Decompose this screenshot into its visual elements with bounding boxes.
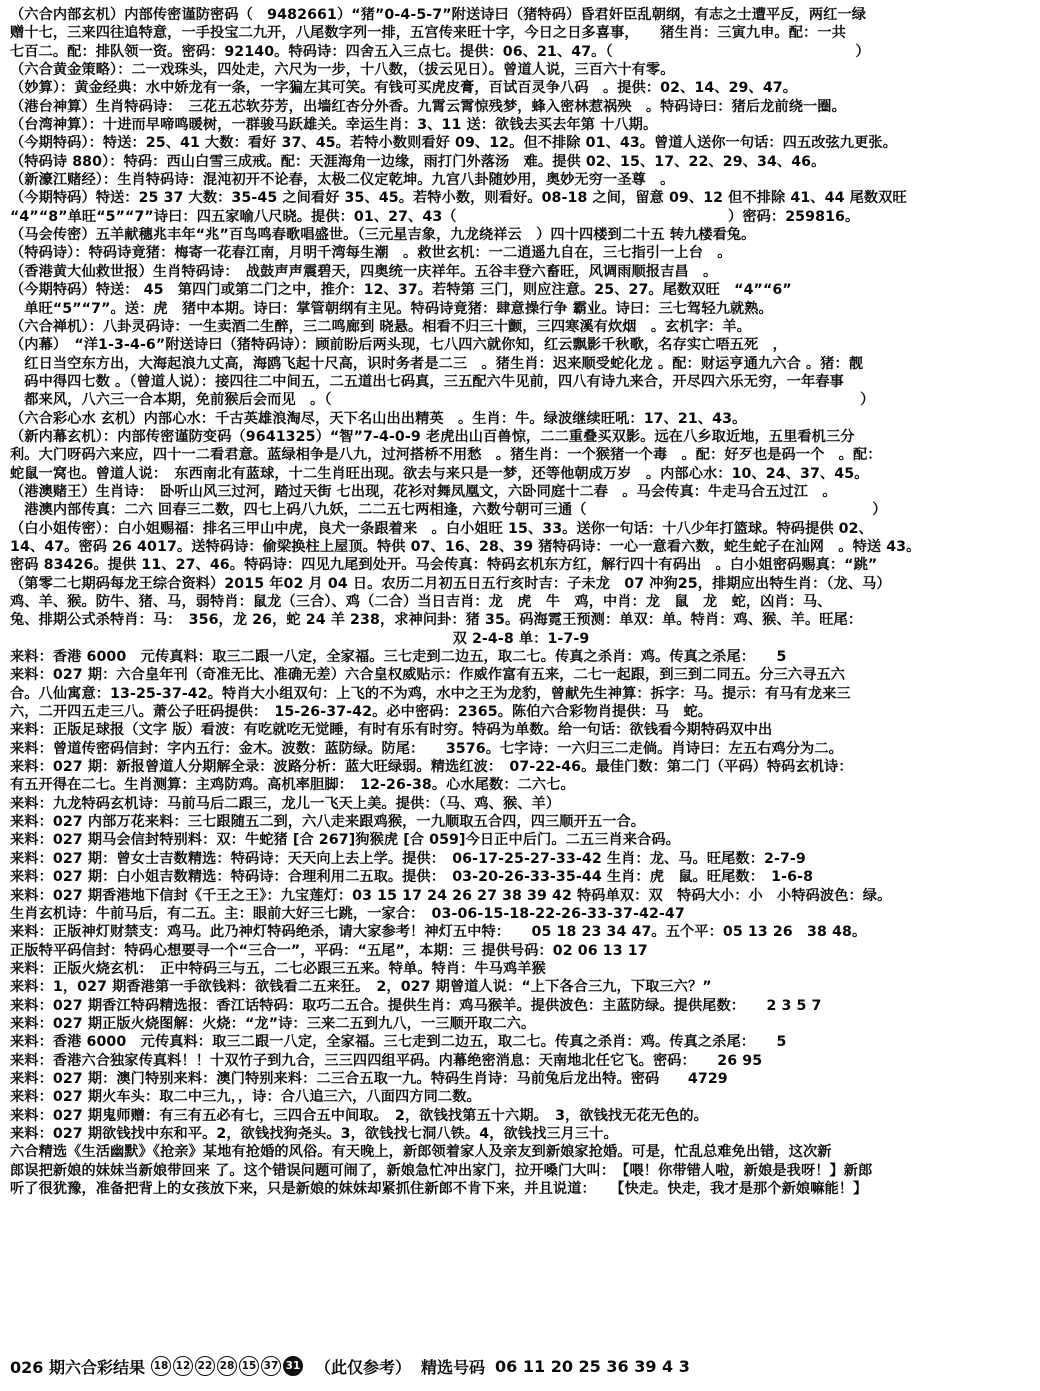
text-line: 来料：027 期香江特码精选报：香江话特码：取巧二五合。提供生肖：鸡马猴羊。提供波色：主蓝防绿。提供尾数： 2 3 5 7 [10,997,822,1014]
number-ball: 22 [195,1356,215,1376]
text-line: （港澳赌王）生肖诗： 卧听山风三过河，踏过天街 七出现，花衫对舞凤凰文，六卧同庭十二春 。马会传真：牛走马合五过江 。 [10,483,837,500]
text-line: （六合禅机）：八卦灵码诗：一生卖酒二生醉，三二鸣廊到 晓悬。相看不归三十颤，三四寒溪有炊烟 。玄机字：羊。 [10,318,751,335]
text-line: （妙算）：黄金经典：水中娇龙有一条，一字猵左其可笑。有钱可买虎皮膏，百试百灵争八码 。提供：02、14、29、47。 [10,80,798,97]
text-line: （今期特码）特送：25 37 大数：35-45 之间看好 35、45。若特小数，则看好。08-18 之间，留意 09、12 但不排除 41、44 尾数双旺 [10,190,907,207]
text-line: 来料：027 期香港地下信封《千王之王》：九宝莲灯：03 15 17 24 26 27 38 39 42 特码单双：双 特码大小：小 小特码波色：绿。 [10,887,892,904]
results-footer [10,1354,690,1378]
document-body [10,6,1032,1386]
number-ball: 15 [239,1356,259,1376]
text-line: 来料：正版足球报（文字 版）看波：有吃就吃无觉睡，有时有乐有时穷。特码为单数。给一句话：欲钱看今期特码双中出 [10,722,773,739]
number-ball: 28 [217,1356,237,1376]
reference-note: （此仅参考） [314,1357,411,1377]
text-line: （香港黄大仙救世报）生肖特码诗： 战鼓声声震碧天，四奥统一庆祥年。五谷丰登六畜旺，风调雨顺报吉昌 。 [10,263,718,280]
text-line: 红日当空东方出，大海起浪九丈高，海鸥飞起十尺高，识时务者是二三 。猪生肖：迟来顺受蛇化龙 。配：财运亨通九六合 。猪：靓 [10,355,864,372]
pick-numbers: 06 11 20 25 36 39 4 3 [495,1356,690,1376]
text-line: （台湾神算）：十进而早啼鸣暖树，一群骏马跃雄关。幸运生肖：3、11 送：欲钱去买去年第 十八期。 [10,117,658,134]
text-line: 七百二。配：排队领一资。密码：92140。特码诗：四舍五入三点七。提供：06、21、47。（ ） [10,43,870,60]
text-line: 有五开得在二七。生肖测算：主鸡防鸡。高机率胆脚： 12-26-38。心水尾数：二六七。 [10,777,575,794]
text-line: （六合彩心水 玄机）内部心水：千古英雄浪淘尽，天下名山出出精英 。生肖：牛。绿波继续旺吼：17、21、43。 [10,410,747,427]
text-line: 来料：九龙特码玄机诗：马前马后二跟三，龙儿一飞天上美。提供：（马、鸡、猴、羊） [10,795,561,812]
result-balls [151,1356,303,1376]
text-line: 郎误把新娘的妹妹当新娘带回来 了。这个错误问题可闹了，新娘急忙冲出家门，拉开嗓门大叫： 【喂！你带错人啦，新娘是我呀！】新郎 [10,1162,873,1179]
text-line: 合。八仙寓意：13-25-37-42。特肖大小组双句：上飞的不为鸡，水中之王为龙豹，曾献先生神算：拆字：马。提示：有马有龙来三 [10,685,851,702]
text-line: （第零二七期码每龙王综合资料）2015 年02 月 04 日。农历二月初五日五行亥时吉：子未龙 07 冲狗25，排期应出特生肖：（龙、马） [10,575,891,592]
text-line: 来料：正版神灯财禁支：鸡马。此乃神灯特码绝杀，请大家参考！神灯五中特： 05 18 23 34 47。五个平：05 13 26 38 48。 [10,924,867,941]
text-line: （内幕） “洋1-3-4-6”附送诗曰（猪特码诗）：顾前盼后两头现，七八四六就你知，红云飘影千秋歌，名存实亡唔五死 ， [10,337,787,354]
special-number-ball: 31 [283,1356,303,1376]
text-line: 单旺“5”“7”。送：虎 猪中本期。诗曰：掌管朝纲有主见。特码诗竟猪：肆意操行争 霸业。诗曰：三七驾轻九就熟。 [10,300,773,317]
text-line: 六，二开四五走三八。萧公子旺码提供： 15-26-37-42。必中密码：2365。陈伯六合彩物肖提供：马 蛇。 [10,704,713,721]
text-line: 来料：香港 6000 元传真料：取三二跟一八定，全家福。三七走到二边五，取二七。传真之杀肖：鸡。传真之杀尾： 5 [10,649,787,666]
results-label: 026 期六合彩结果 [10,1357,145,1377]
text-line: 14、47。密码 26 4017。送特码诗：偷梁换柱上屋顶。特供 07、16、28、39 猪特码诗：一心一意看六数，蛇生蛇子在汕网 。特送 43。 [10,538,921,555]
text-line: 双 2-4-8 单：1-7-9 [452,630,590,647]
text-line: 来料：1，027 期香港第一手欲钱料：欲钱看二五来狂。 2，027 期曾道人说：“上下各合三九，下取三六？” [10,979,712,996]
text-line: 来料：027 期正版火烧图解：火烧：“龙”诗：三来二五到九八，一三顺开取二六。 [10,1015,536,1032]
text-line: （新濠江赌经）：生肖特码诗：混沌初开不论春，太极二仪定乾坤。九宫八卦随妙用，奥妙无穷一圣尊 。 [10,172,675,189]
text-line: 蛇鼠一窝也。曾道人说： 东西南北有蓝球，十二生肖旺出现。欲去与来只是一梦，还等他朝成万岁 。内部心水：10、24、37、45。 [10,465,869,482]
text-line: 六合精选《生活幽默》《抢亲》某地有抢婚的风俗。有天晚上，新郎领着家人及亲友到新娘家抢婚。可是，忙乱总难免出错，这次新 [10,1144,832,1161]
text-line: （六合黄金策略）：二一戏珠头，四处走，六尺为一步，十八数，（拔云见日）。曾道人说，三百六十有零。 [10,62,675,79]
text-line: 生肖玄机诗：牛前马后，有二五。主：眼前大好三七跳，一家合： 03-06-15-18-22-26-33-37-42-47 [10,905,685,922]
text-line: 码中得四七数 。（曾道人说）：接四往二中间五，二五道出七码真，三五配六牛见前，四八有诗九来合，开尽四六乐无穷，一年春事 [10,373,844,390]
text-line: 来料：正版火烧玄机： 正中特码三与五，二七必跟三五来。特单。特肖：牛马鸡羊猴 [10,960,546,977]
text-line: 听了很犹豫，准备把背上的女孩放下来，只是新娘的妹妹却紧抓住新郎不肯下来，并且说道： 【快走。快走，我才是那个新娘嘛能！】 [10,1181,868,1197]
text-line: 都来风，八六三一合本期，免前猴后会而见 。（ ） [10,392,875,409]
text-line: （特码诗 880）：特码：西山白雪三成戒。配：天涯海角一边缘，雨打门外落汤 难。提供 02、15、17、22、29、34、46。 [10,153,826,170]
number-ball: 12 [173,1356,193,1376]
text-line: （新内幕玄机）：内部传密谨防变码（9641325）“智”7-4-0-9 老虎出山百兽惊，二二重叠买双影。远在八乡取近地，五里看机三分 [10,428,855,445]
text-line: （今期特码）特送： 45 第四门或第二门之中，推介：12、37。若特第 三门，则应注意。25、27。尾数双旺 “4”“6” [10,282,792,299]
text-line: 来料：027 期：新报曾道人分期解全录：波路分析：蓝大旺绿弱。精选红波： 07-22-46。最佳门数：第二门（平码）特码玄机诗： [10,759,853,776]
text-line: 兔、排期公式杀特肖：马： 356，龙 26，蛇 24 羊 238，求神问卦：猪 35。码海霓王预测：单双：单。特肖：鸡、猴、羊。旺尾： [10,612,863,629]
text-line: 来料：027 期鬼师赠：有三有五必有七，三四合五中间取。 2，欲钱找第五十六期。 3，欲钱找无花无色的。 [10,1107,708,1124]
text-line: 来料：027 期欲钱找中东和平。2，欲钱找狗尧头。3，欲钱找七洞八铁。4，欲钱找三月三十。 [10,1125,618,1142]
text-line: 来料：027 期火车头：取二中三九，，诗：合八追三六，八面四方同二数。 [10,1089,481,1106]
text-line: （马会传密）五羊献穗兆丰年“兆”百鸟鸣春歌唱盛世。（三元星吉象，九龙绕祥云 ）四十四楼到二十五 转九楼看兔。 [10,227,756,244]
text-line: 来料：曾道传密码信封：字内五行：金木。波数：蓝防绿。防尾： 3576。七字诗：一六归三二走倘。肖诗曰：左五右鸡分为二。 [10,740,843,757]
pick-label: 精选号码 [421,1357,486,1377]
text-line: 来料：027 期：白小姐吉数精选：特码诗：合理利用二五取。提供： 03-20-26-33-35-44 生肖：虎 鼠。旺尾数： 1-6-8 [10,869,814,886]
text-line: 来料：027 期：曾女士吉数精选：特码诗：天天向上去上学。提供： 06-17-25-27-33-42 生肖：龙、马。旺尾数：2-7-9 [10,850,806,867]
text-line: （白小姐传密）：白小姐赐福：排名三甲山中虎，良犬一条跟着来 。白小姐旺 15、33。送你一句话：十八少年打篮球。特码提供 02、 [10,520,873,537]
number-ball: 37 [261,1356,281,1376]
text-line: 来料：027 期：澳门特别来料：澳门特别来料：二三合五取一九。特码生肖诗：马前兔后龙出特。密码 4729 [10,1070,728,1087]
text-line: （六合内部玄机）内部传密谨防密码（ 9482661）“猪”0-4-5-7”附送诗曰（猪特码）昏君奸臣乱朝纲，有志之士遭平反，两红一绿 [10,7,867,23]
text-line: 来料：027 内部万花来料：三七跟随五二到，六八走来跟鸡猴，一九顺取五合四，四三顺开五一合。 [10,814,646,831]
text-line: “4”“8”单旺“5”“7”诗曰：四五家喻八尺晓。提供：01、27、43（ ）密码：259816。 [10,208,860,225]
text-line: 来料：香港 6000 元传真料：取三二跟一八定，全家福。三七走到二边五，取二七。传真之杀肖：鸡。传真之杀尾： 5 [10,1034,787,1051]
text-line: 正版特平码信封：特码心想要寻一个“三合一”，平码：“五尾”，本期：三 提供号码：02 06 13 17 [10,942,648,959]
text-line: 赠十七，三来四往追特意，一手投宝二九开，八尾数字列一排，五宫传来旺十字，今日之日多喜事， 猪生肖：三寅九申。配：一共 [10,25,846,42]
text-line: （港台神算）生肖特码诗： 三花五芯软芬芳，出墙红杏分外香。九霄云霄惊残梦，蜂入密林惹祸殃 。特码诗曰：猪后龙前绕一圈。 [10,98,846,115]
text-line: （特码诗）：特码诗竟猪：梅寄一花春江南，月明千湾每生潮 。救世玄机：一二逍遥九自在，三七指引一上台 。 [10,245,732,262]
text-line: 来料：027 期：六合皇年刊（奇准无比、准确无差）六合皇权威贴示：作威作富有五来，二七一起跟，到三到二同五。分三六寻五六 [10,667,846,684]
text-line: 来料：027 期马会信封特别料：双：牛蛇猪 [合 267]狗猴虎 [合 059]今日正中后门。二五三肖来合码。 [10,832,680,849]
number-ball: 18 [151,1356,171,1376]
text-line: 来料：香港六合独家传真料！！十双竹子到九合，三三四四组平码。内幕绝密消息：天南地北任它飞。密码： 26 95 [10,1052,763,1069]
text-line: 港澳内部传真：二六 回春三二数，四七上码八九妖，二二五七两相逢，六数兮朝可三通（ ） [10,502,887,519]
text-line: 利。大门呀码六来应，四十一二看君意。蓝绿相争是八九，过河搭桥不用愁 。猪生肖：一个猴猪一个毒 。配：好歹也是码一个 。配： [10,447,882,464]
text-line: （今期特码）：特送：25、41 大数：看好 37、45。若特小数则看好 09、12。但不排除 01、43。曾道人送你一句话：四五改弦九更张。 [10,135,897,152]
text-line: 密码 83426。提供 11、27、46。特码诗：四见九尾到处开。马会传真：特码玄机东方红，解行四十有码出 。白小姐密码赐真：“跳” [10,557,878,574]
text-line: 鸡、羊、猴。防牛、猪、马，弱特肖：鼠龙（三合）、鸡（二合）当日吉肖：龙 虎 牛 鸡，中肖：龙 鼠 龙 蛇，凶肖：马、 [10,594,832,610]
